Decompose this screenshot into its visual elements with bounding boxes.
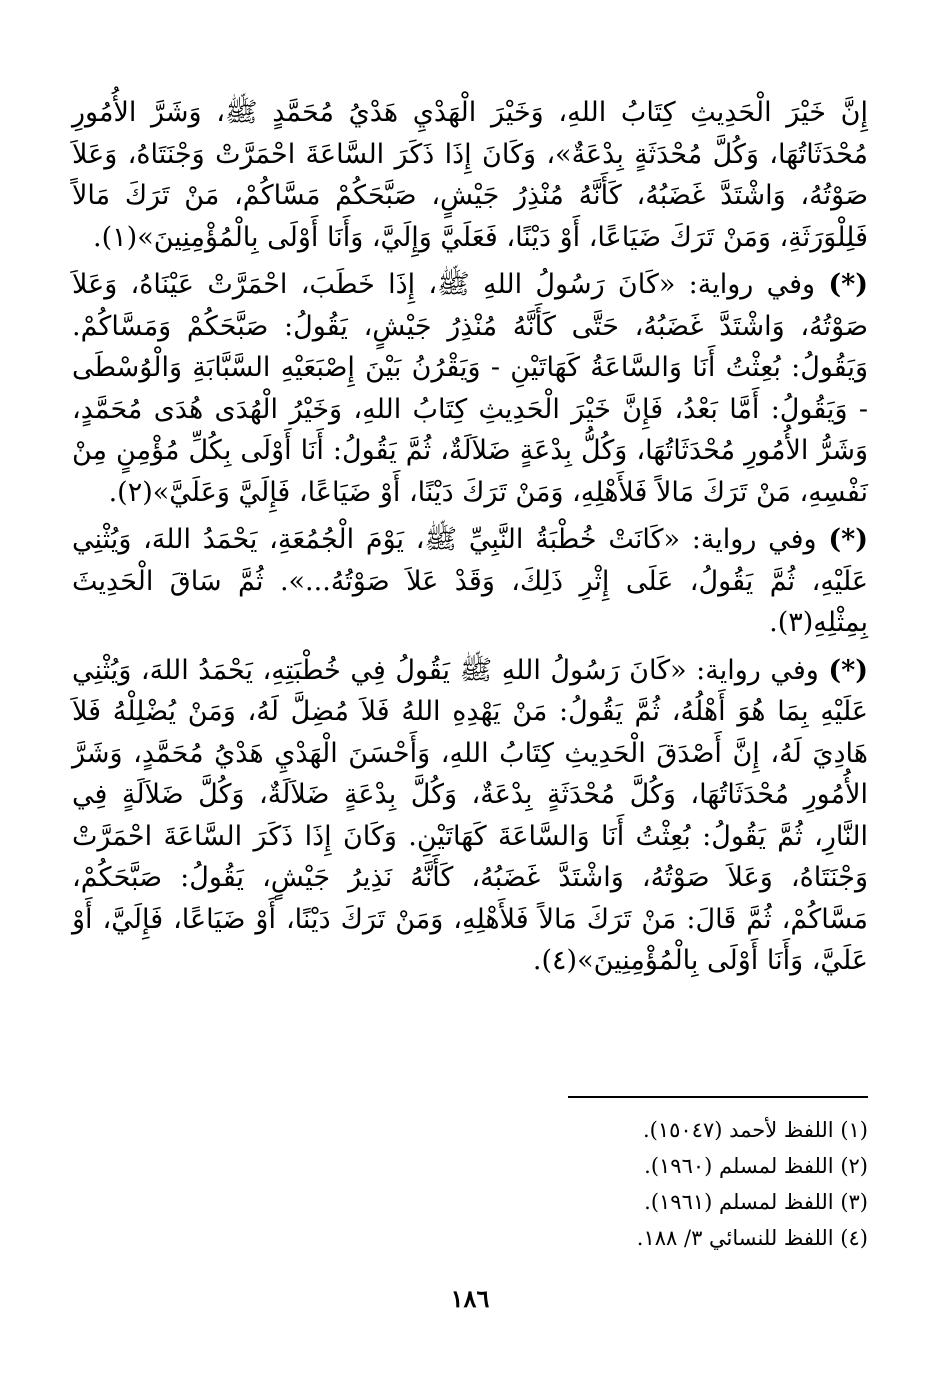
- footnote-1: (١) اللفظ لأحمد (١٥٠٤٧).: [642, 1118, 868, 1142]
- book-page: [72, 92, 868, 1352]
- paragraph-2: [72, 264, 868, 513]
- paragraph-text: وفي رواية: «كَانَتْ خُطْبَةُ النَّبِيِّ ﷺ، يَوْمَ الْجُمُعَةِ، يَحْمَدُ اللهَ، وَيُثْنِي عَلَيْهِ، ثُمَّ يَقُولُ، عَلَى إِثْرِ ذَلِكَ، وَقَدْ عَلاَ صَوْتُهُ...». ثُمَّ سَاقَ الْحَدِيثَ بِمِثْلِهِ(٣).: [72, 524, 868, 638]
- paragraph-3: [72, 519, 868, 644]
- narration-marker: (*): [828, 524, 868, 555]
- footnote-2: (٢) اللفظ لمسلم (١٩٦٠).: [644, 1154, 868, 1178]
- footnote-4: (٤) اللفظ للنسائي ٣/ ١٨٨.: [636, 1226, 868, 1250]
- footnote-divider: [568, 1096, 868, 1098]
- paragraph-1: [72, 92, 868, 258]
- narration-marker: (*): [828, 269, 868, 300]
- narration-marker: (*): [828, 654, 869, 686]
- paragraph-text: وفي رواية: «كَانَ رَسُولُ اللهِ ﷺ يَقُولُ فِي خُطْبَتِهِ، يَحْمَدُ اللهَ، وَيُثْنِي عَلَيْهِ بِمَا هُوَ أَهْلُهُ، ثُمَّ يَقُولُ: مَنْ يَهْدِهِ اللهُ فَلاَ مُضِلَّ لَهُ، وَمَنْ يُضْلِلْهُ فَلاَ هَادِيَ لَهُ، إِنَّ أَصْدَقَ الْحَدِيثِ كِتَابُ اللهِ، وَأَحْسَنَ الْهَدْيِ هَدْيُ مُحَمَّدٍ، وَشَرَّ الأُمُورِ مُحْدَثَاتُهَا، وَكُلَّ مُحْدَثَةٍ بِدْعَةٌ، وَكُلَّ بِدْعَةٍ ضَلاَلَةٌ، وَكُلَّ ضَلاَلَةٍ فِي النَّارِ، ثُمَّ يَقُولُ: بُعِثْتُ أَنَا وَالسَّاعَةَ كَهَاتَيْنِ. وَكَانَ إِذَا ذَكَرَ السَّاعَةَ احْمَرَّتْ وَجْنَتَاهُ، وَعَلاَ صَوْتُهُ، وَاشْتَدَّ غَضَبُهُ، كَأَنَّهُ نَذِيرُ جَيْشٍ، يَقُولُ: صَبَّحَكُمْ، مَسَّاكُمْ، ثُمَّ قَالَ: مَنْ تَرَكَ مَالاً فَلأَهْلِهِ، وَمَنْ تَرَكَ دَيْنًا، أَوْ ضَيَاعًا، فَإِلَيَّ، أَوْ عَلَيَّ، وَأَنَا أَوْلَى بِالْمُؤْمِنِينَ»(٤).: [72, 654, 868, 976]
- paragraph-text: وفي رواية: «كَانَ رَسُولُ اللهِ ﷺ، إِذَا خَطَبَ، احْمَرَّتْ عَيْنَاهُ، وَعَلاَ صَوْتُهُ، وَاشْتَدَّ غَضَبُهُ، حَتَّى كَأَنَّهُ مُنْذِرُ جَيْشٍ، يَقُولُ: صَبَّحَكُمْ وَمَسَّاكُمْ. وَيَقُولُ: بُعِثْتُ أَنَا وَالسَّاعَةُ كَهَاتَيْنِ - وَيَقْرُنُ بَيْنَ إِصْبَعَيْهِ السَّبَّابَةِ وَالْوُسْطَى - وَيَقُولُ: أَمَّا بَعْدُ، فَإِنَّ خَيْرَ الْحَدِيثِ كِتَابُ اللهِ، وَخَيْرُ الْهُدَى هُدَى مُحَمَّدٍ، وَشَرُّ الأُمُورِ مُحْدَثَاتُهَا، وَكُلُّ بِدْعَةٍ ضَلاَلَةٌ، ثُمَّ يَقُولُ: أَنَا أَوْلَى بِكُلِّ مُؤْمِنٍ مِنْ نَفْسِهِ، مَنْ تَرَكَ مَالاً فَلأَهْلِهِ، وَمَنْ تَرَكَ دَيْنًا، أَوْ ضَيَاعًا، فَإِلَيَّ وَعَلَيَّ»(٢).: [72, 269, 868, 508]
- footnotes: [72, 1112, 868, 1256]
- page-number: ١٨٦: [450, 1284, 490, 1313]
- footnote-3: (٣) اللفظ لمسلم (١٩٦١).: [644, 1190, 868, 1214]
- paragraph-text: إِنَّ خَيْرَ الْحَدِيثِ كِتَابُ اللهِ، وَخَيْرَ الْهَدْيِ هَدْيُ مُحَمَّدٍ ﷺ، وَشَرَّ الأُمُورِ مُحْدَثَاتُهَا، وَكُلَّ مُحْدَثَةٍ بِدْعَةٌ»، وَكَانَ إِذَا ذَكَرَ السَّاعَةَ احْمَرَّتْ وَجْنَتَاهُ، وَعَلاَ صَوْتُهُ، وَاشْتَدَّ غَضَبُهُ، كَأَنَّهُ مُنْذِرُ جَيْشٍ، صَبَّحَكُمْ مَسَّاكُمْ، مَنْ تَرَكَ مَالاً فَلِلْوَرَثَةِ، وَمَنْ تَرَكَ ضَيَاعًا، أَوْ دَيْنًا، فَعَلَيَّ وَإِلَيَّ، وَأَنَا أَوْلَى بِالْمُؤْمِنِينَ»(١).: [72, 97, 868, 253]
- main-text: [72, 92, 868, 982]
- paragraph-4: [72, 650, 868, 982]
